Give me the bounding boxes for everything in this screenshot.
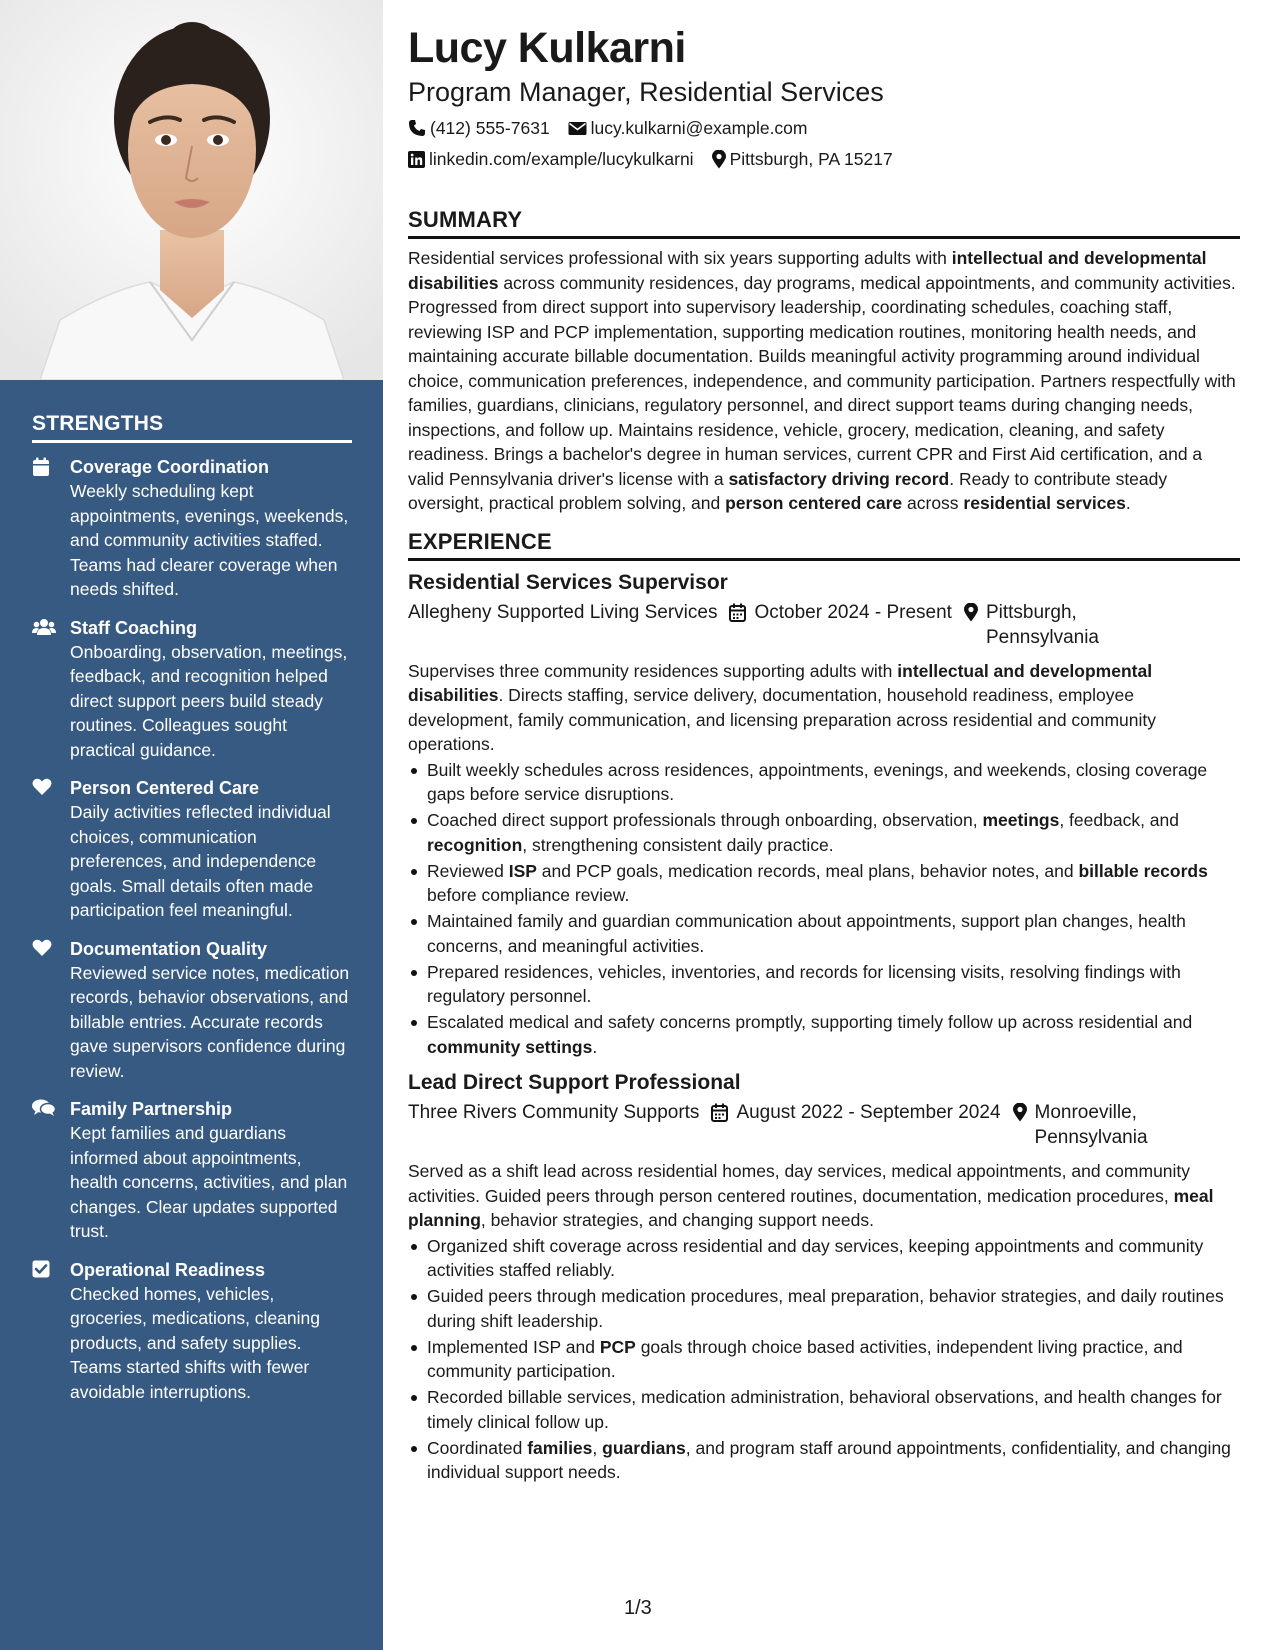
emphasis-text: recognition [427,834,523,855]
emphasis-text: community settings [427,1036,593,1057]
map-pin-icon [1013,1103,1027,1122]
bullet-item [408,1010,1240,1059]
profile-photo [0,0,383,380]
strength-description: Checked homes, vehicles, groceries, medications, cleaning products, and safety supplies. Teams started shifts with fewer avoidable interruptions. [70,1283,320,1402]
job-dates: October 2024 - Present [754,601,952,623]
text-run: before compliance review. [427,885,630,905]
bullet-item [408,1335,1240,1384]
contact-row [408,147,1240,171]
text-run: Built weekly schedules across residences, appointments, evenings, and weekends, closing coverage gaps before service disruptions. [427,759,1208,804]
strength-description: Daily activities reflected individual choices, communication preferences, and independence goals. Small details often made participation feel meaningful. [70,802,331,920]
text-run: , behavior strategies, and changing support needs. [480,1210,874,1230]
text-run: , and program staff around appointments, confidentiality, and changing individual support needs. [427,1437,1231,1482]
text-run: , strengthening consistent daily practice. [522,834,834,855]
linkedin-contact[interactable] [408,147,694,171]
comments-icon [32,1097,70,1244]
emphasis-text: intellectual and developmental disabilities [408,248,1207,293]
bullet-item [408,1234,1240,1283]
strength-item [32,616,352,763]
job-entry [408,569,1240,1060]
envelope-icon [568,121,587,136]
job-dates: August 2022 - September 2024 [736,1102,1001,1123]
bullet-item [408,859,1240,908]
text-run: Guided peers through medication procedures, meal preparation, behavior strategies, and daily routines during shift leadership. [427,1286,1224,1331]
strength-item [32,937,352,1084]
email-contact[interactable] [568,116,808,140]
text-run: Coordinated [427,1437,528,1458]
text-run: Maintained family and guardian communication about appointments, support plan changes, health concerns, and meaningful activities. [427,911,1186,956]
strength-title: Operational Readiness [70,1259,266,1280]
phone-contact[interactable] [408,116,550,140]
bullet-item [408,1284,1240,1333]
phone-number: (412) 555-7631 [430,118,550,138]
text-run: across community residences, day programs, medical appointments, and community activities. Progressed from direct support into supervisory leadership, coordinating schedules, coaching staff, reviewing ISP and PCP implementation, supporting medication routines, monitoring health needs, and maintaining accurate billable documentation. Builds meaningful activity programming around individual choice, communication preferences, independence, and community participation. Partners respectfully with families, guardians, clinicians, regulatory personnel, and direct support teams during changing needs, inspections, and follow up. Maintains residence, vehicle, grocery, medication, cleaning, and safety readiness. Brings a bachelor's degree in human services, current CPR and First Aid certification, and a valid Pennsylvania driver's license with a [408,272,1236,489]
job-description [408,1159,1240,1233]
location-contact [712,147,893,171]
bullet-item [408,909,1240,958]
text-run: across [902,493,964,513]
job-description [408,659,1240,757]
summary-text [408,246,1240,516]
job-title: Lead Direct Support Professional [408,1071,741,1094]
job-location: Pittsburgh, Pennsylvania [985,601,1099,648]
calendar-icon [729,603,746,622]
heart-icon [32,937,70,1084]
emphasis-text: families [527,1437,593,1458]
text-run: Recorded billable services, medication administration, behavioral observations, and health changes for timely clinical follow up. [427,1387,1222,1432]
linkedin-url: linkedin.com/example/lucykulkarni [429,149,694,169]
location-text: Pittsburgh, PA 15217 [729,149,893,169]
emphasis-text: guardians [602,1437,686,1458]
strengths-heading: STRENGTHS [32,412,352,443]
checkbox-icon [32,1258,70,1405]
email-address: lucy.kulkarni@example.com [590,118,808,138]
text-run: . [592,1036,598,1057]
strength-title: Documentation Quality [70,938,268,959]
job-meta [408,1100,1240,1150]
main-content [408,22,1240,1486]
job-location: Monroeville, Pennsylvania [1034,1102,1148,1148]
job-entry [408,1069,1240,1485]
text-run: and PCP goals, medication records, meal plans, behavior notes, and [536,860,1079,881]
text-run: . Directs staffing, service delivery, documentation, household readiness, employee development, family communication, and licensing preparation across residential and community operations. [408,685,1157,754]
strength-title: Coverage Coordination [70,457,270,477]
users-icon [32,616,70,763]
portrait-illustration [0,0,383,380]
bullet-item [408,1436,1240,1485]
text-run: Escalated medical and safety concerns promptly, supporting timely follow up across residential and [427,1012,1193,1032]
strength-item [32,455,352,602]
strength-description: Onboarding, observation, meetings, feedback, and recognition helped direct support peers build steady routines. Colleagues sought practical guidance. [70,641,348,760]
bullet-item [408,960,1240,1009]
text-run: goals through choice based activities, independent living practice, and community participation. [427,1336,1183,1381]
bullet-item [408,808,1240,857]
text-run: . [1125,493,1131,513]
calendar-icon [711,1103,728,1122]
strengths-section [32,412,352,1418]
heart-icon [32,776,70,923]
candidate-name: Lucy Kulkarni [408,24,686,72]
strength-description: Kept families and guardians informed about appointments, health concerns, activities, and plan changes. Clear updates supported trust. [70,1123,348,1241]
emphasis-text: intellectual and developmental disabilities [408,660,1153,705]
text-run: Residential services professional with six years supporting adults with [408,248,952,268]
company-name: Allegheny Supported Living Services [408,601,718,623]
text-run: Implemented ISP and [427,1336,600,1357]
candidate-title: Program Manager, Residential Services [408,77,884,107]
text-run: Prepared residences, vehicles, inventories, and records for licensing visits, resolving findings with regulatory personnel. [427,961,1181,1006]
summary-heading: SUMMARY [408,207,1240,239]
text-run: . Ready to contribute steady oversight, practical problem solving, and [408,468,1168,513]
emphasis-text: residential services [963,493,1126,513]
strength-description: Weekly scheduling kept appointments, evenings, weekends, and community activities staffed. Teams had clearer coverage when needs shifted. [70,481,349,599]
bullet-item [408,1385,1240,1434]
text-run: Served as a shift lead across residential homes, day services, medical appointments, and community activities. Guided peers through person centered routines, documentation, medication procedures, [408,1161,1191,1206]
emphasis-text: satisfactory driving record [728,468,950,489]
experience-heading: EXPERIENCE [408,529,1240,561]
strength-title: Person Centered Care [70,778,260,798]
calendar-icon [32,455,70,602]
strength-title: Family Partnership [70,1099,233,1119]
emphasis-text: billable records [1078,860,1208,881]
linkedin-icon [408,151,425,168]
job-bullets [408,1234,1240,1485]
contact-row [408,116,1240,140]
strength-item [32,776,352,923]
job-title: Residential Services Supervisor [408,570,728,594]
bullet-item [408,758,1240,807]
emphasis-text: person centered care [725,493,903,513]
job-meta [408,600,1240,650]
text-run: Coached direct support professionals through onboarding, observation, [427,810,983,830]
text-run: Supervises three community residences supporting adults with [408,660,898,681]
text-run: Reviewed [427,860,509,881]
job-bullets [408,758,1240,1060]
map-pin-icon [712,150,726,169]
emphasis-text: meal planning [408,1185,1214,1230]
page-number: 1/3 [624,1597,652,1619]
strength-description: Reviewed service notes, medication records, behavior observations, and billable entries. Accurate records gave supervisors confidence during review. [70,962,350,1081]
strength-item [32,1097,352,1244]
emphasis-text: PCP [599,1336,636,1357]
map-pin-icon [964,603,978,622]
phone-icon [408,119,426,137]
emphasis-text: meetings [982,810,1060,830]
strength-title: Staff Coaching [70,617,198,638]
text-run: Organized shift coverage across residential and day services, keeping appointments and community activities staffed reliably. [427,1235,1204,1280]
text-run: , feedback, and [1059,810,1179,830]
strength-item [32,1258,352,1405]
company-name: Three Rivers Community Supports [408,1102,700,1123]
text-run: , [592,1437,603,1458]
sidebar [0,0,383,1650]
emphasis-text: ISP [508,860,537,881]
